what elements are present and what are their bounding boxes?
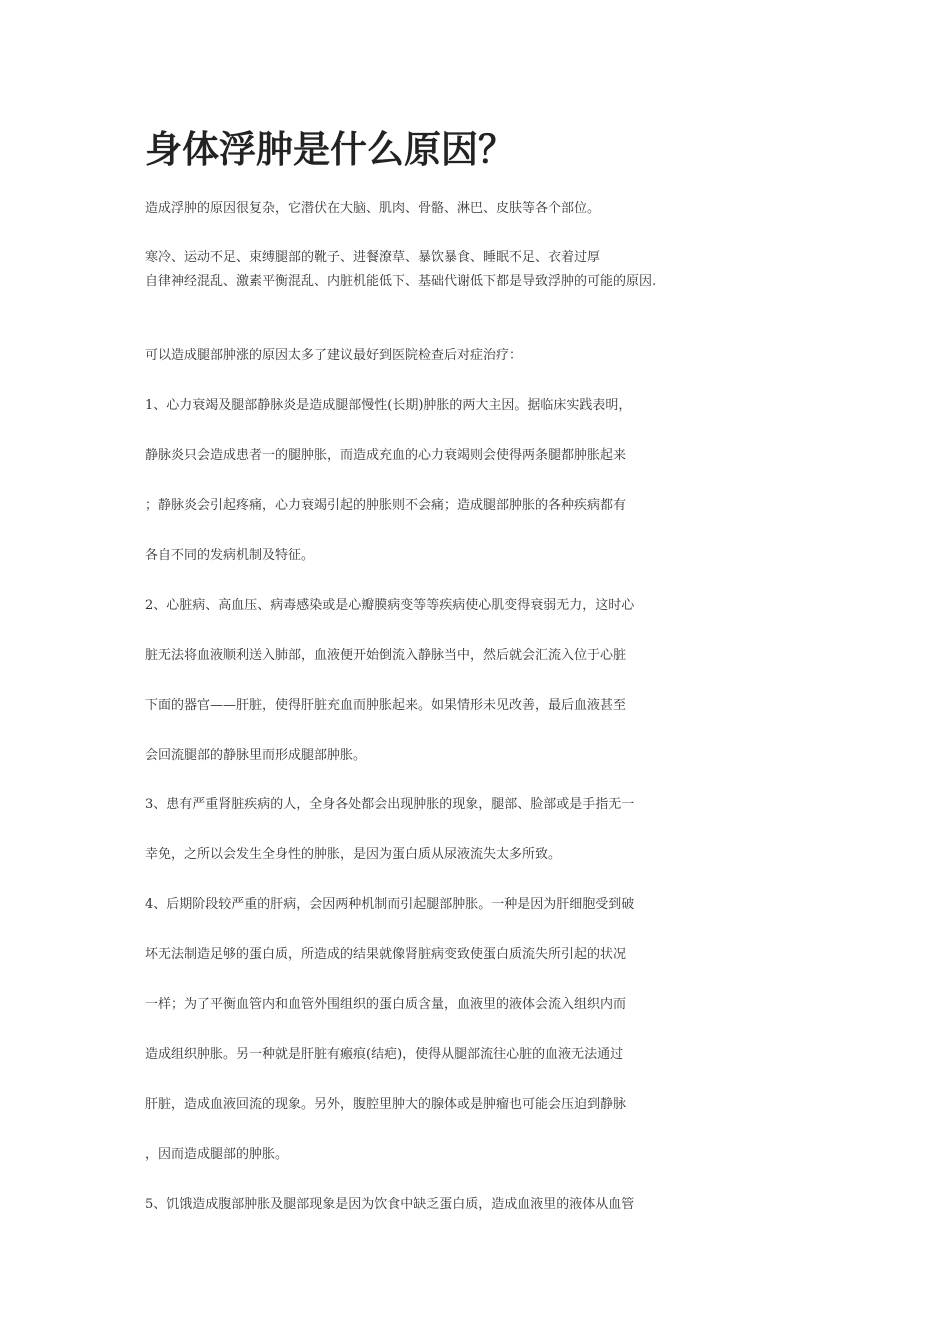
- page-title: 身体浮肿是什么原因？: [145, 127, 515, 171]
- text-line: 会回流腿部的静脉里而形成腿部肿胀。: [145, 748, 367, 763]
- text-line: 幸免，之所以会发生全身性的肿胀，是因为蛋白质从尿液流失太多所致。: [145, 847, 562, 862]
- text-line: 造成组织肿胀。另一种就是肝脏有瘢痕(结疤)，使得从腿部流往心脏的血液无法通过: [145, 1047, 624, 1062]
- text-line: ，因而造成腿部的肿胀。: [145, 1147, 289, 1162]
- text-line: 2、心脏病、高血压、病毒感染或是心瓣膜病变等等疾病使心肌变得衰弱无力，这时心: [145, 598, 635, 613]
- text-line: 造成浮肿的原因很复杂，它潜伏在大脑、肌肉、骨骼、淋巴、皮肤等各个部位。: [145, 201, 601, 216]
- text-line: 寒冷、运动不足、束缚腿部的靴子、进餐潦草、暴饮暴食、睡眠不足、衣着过厚: [145, 250, 601, 265]
- text-line: 1、心力衰竭及腿部静脉炎是造成腿部慢性(长期)肿胀的两大主因。据临床实践表明，: [145, 398, 632, 413]
- text-line: 一样；为了平衡血管内和血管外围组织的蛋白质含量，血液里的液体会流入组织内而: [145, 997, 627, 1012]
- text-line: ；静脉炎会引起疼痛，心力衰竭引起的肿胀则不会痛；造成腿部肿胀的各种疾病都有: [145, 498, 627, 513]
- text-line: 可以造成腿部肿涨的原因太多了建议最好到医院检查后对症治疗：: [145, 348, 523, 363]
- text-line: 3、患有严重肾脏疾病的人，全身各处都会出现肿胀的现象，腿部、脸部或是手指无一: [145, 797, 635, 812]
- text-line: 肝脏，造成血液回流的现象。另外，腹腔里肿大的腺体或是肿瘤也可能会压迫到静脉: [145, 1097, 627, 1112]
- text-line: 下面的器官——肝脏，使得肝脏充血而肿胀起来。如果情形未见改善，最后血液甚至: [145, 698, 627, 713]
- text-line: 脏无法将血液顺利送入肺部，血液便开始倒流入静脉当中，然后就会汇流入位于心脏: [145, 648, 627, 663]
- text-line: 坏无法制造足够的蛋白质，所造成的结果就像肾脏病变致使蛋白质流失所引起的状况: [145, 947, 627, 962]
- text-line: 自律神经混乱、激素平衡混乱、内脏机能低下、基础代谢低下都是导致浮肿的可能的原因.: [145, 274, 657, 289]
- text-line: 5、饥饿造成腹部肿胀及腿部现象是因为饮食中缺乏蛋白质，造成血液里的液体从血管: [145, 1197, 635, 1212]
- text-line: 静脉炎只会造成患者一的腿肿胀，而造成充血的心力衰竭则会使得两条腿都肿胀起来: [145, 448, 627, 463]
- text-line: 4、后期阶段较严重的肝病，会因两种机制而引起腿部肿胀。一种是因为肝细胞受到破: [145, 897, 635, 912]
- text-line: 各自不同的发病机制及特征。: [145, 548, 315, 563]
